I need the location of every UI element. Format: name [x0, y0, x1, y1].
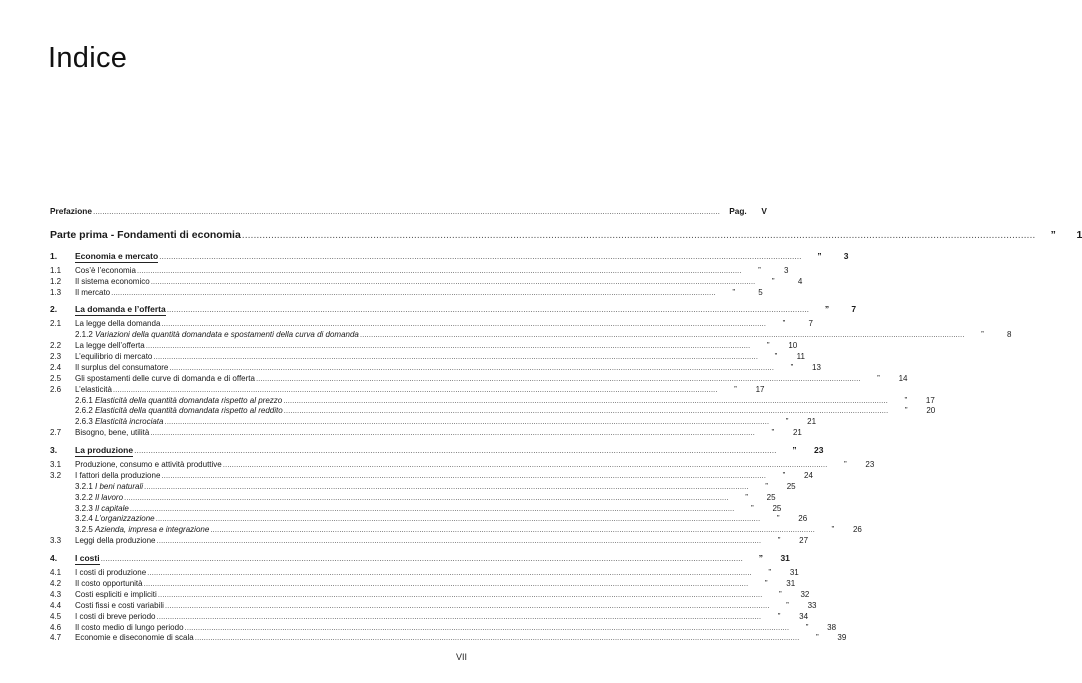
toc-entry-row [50, 460, 875, 471]
dot-leader [153, 352, 758, 363]
dot-leader [284, 406, 889, 417]
toc-entry-number: 4. [50, 553, 58, 564]
toc-entry-number: 2.5 [50, 373, 62, 383]
toc-page-marker: ” [904, 406, 908, 416]
toc-page-number: 34 [799, 611, 809, 621]
dot-leader [137, 266, 742, 277]
toc-page-marker: ” [777, 536, 781, 546]
toc-entry-number: 2.3 [50, 352, 62, 362]
toc-page-marker: ” [771, 428, 775, 438]
dot-leader [161, 319, 766, 330]
dot-leader [158, 590, 763, 601]
dot-leader [157, 612, 762, 623]
toc-page-marker: ” [732, 287, 736, 297]
toc-entry-row [50, 362, 821, 374]
toc-entry-row [50, 373, 908, 385]
toc-chapter-row [50, 445, 824, 456]
toc-entry-title: Bisogno, bene, utilità [75, 428, 150, 438]
toc-page-number: 14 [898, 373, 908, 383]
toc-page-marker: ” [776, 514, 780, 524]
toc-entry-number: 4.4 [50, 600, 62, 610]
toc-entry-title: La legge della domanda [75, 319, 161, 329]
toc-entry-title: Variazioni della quantità domandata e spostamenti della curva di domanda [95, 330, 359, 340]
dot-leader [360, 330, 965, 341]
toc-entry-number: 4.5 [50, 611, 62, 621]
toc-page-number: 26 [852, 525, 862, 535]
toc-entry-row [50, 428, 802, 439]
toc-entry-number: 2.4 [50, 362, 62, 372]
toc-page-marker: ” [786, 600, 789, 610]
toc-entry-number: 3.2.2 [75, 492, 93, 502]
toc-page-marker: ” [792, 445, 797, 456]
toc-entry-row [50, 600, 817, 612]
toc-entry-row [50, 633, 847, 644]
toc-page-marker: ” [758, 265, 761, 275]
toc-entry-row [50, 330, 1012, 341]
toc-entry-number: 1. [50, 250, 58, 261]
toc-entry-row [50, 341, 798, 352]
dot-leader [144, 579, 749, 590]
toc-page-number: 13 [812, 362, 821, 372]
toc-page-marker: ” [734, 384, 737, 394]
toc-entry-title: Il sistema economico [75, 276, 150, 286]
dot-leader [124, 493, 729, 504]
toc-entry-number: 3.2.3 [75, 503, 93, 513]
toc-entry-title: Costi fissi e costi variabili [75, 600, 164, 610]
toc-page-number: 3 [784, 265, 789, 275]
toc-entry-row [50, 406, 936, 417]
toc-entry-row [50, 514, 808, 525]
toc-entry-row [50, 481, 796, 493]
toc-page-marker: ” [782, 319, 786, 329]
toc-page-number: 23 [813, 445, 824, 456]
toc-entry-number: 4.1 [50, 568, 62, 578]
toc-entry-number: 3.2 [50, 470, 62, 480]
dot-leader [101, 553, 743, 564]
toc-entry-row [50, 578, 796, 590]
toc-page-number: 17 [755, 384, 765, 394]
dot-leader [185, 623, 790, 634]
dot-leader [242, 228, 1036, 242]
toc-chapter-row [50, 553, 790, 564]
toc-chapter-row [50, 304, 857, 315]
toc-entry-number: 3.2.1 [75, 481, 93, 491]
toc-page-marker: ” [817, 250, 822, 261]
dot-leader [146, 341, 751, 352]
toc-page-marker: ” [824, 304, 830, 315]
toc-entry-title: Elasticità della quantità domandata rispetto al reddito [95, 406, 283, 416]
dot-leader [156, 514, 761, 525]
toc-entry-row [50, 622, 837, 634]
table-of-contents [50, 206, 1082, 644]
toc-entry-number: 1.3 [50, 287, 62, 297]
toc-entry-title: Costi espliciti e impliciti [75, 589, 157, 599]
dot-leader [147, 568, 752, 579]
toc-entry-title: L’equilibrio di mercato [75, 352, 153, 362]
toc-entry-number: 3.1 [50, 460, 62, 470]
toc-entry-title: Il mercato [75, 287, 111, 297]
toc-entry-number: 2.2 [50, 341, 62, 351]
toc-page-marker: ” [785, 417, 789, 427]
toc-page-number: 32 [800, 589, 810, 599]
dot-leader [161, 471, 766, 482]
toc-entry-row [50, 568, 799, 579]
toc-entry-title: L’elasticità [75, 384, 112, 394]
toc-page-number: 31 [789, 568, 799, 578]
toc-entry-number: 3. [50, 445, 58, 456]
toc-entry-row [50, 611, 809, 623]
toc-page-number: 11 [796, 352, 805, 362]
toc-page-number: 27 [799, 536, 809, 546]
dot-leader [223, 460, 828, 471]
toc-entry-number: 4.2 [50, 578, 62, 588]
toc-entry-row [50, 352, 805, 363]
toc-preface-row [50, 206, 767, 217]
toc-entry-number: 3.2.5 [75, 525, 93, 535]
toc-page-marker: ” [805, 622, 809, 632]
toc-page-marker: Pag. [729, 206, 747, 216]
toc-entry-row [50, 319, 813, 330]
toc-entry-title: Economia e mercato [75, 250, 159, 261]
toc-page-number: 38 [827, 622, 837, 632]
dot-leader [144, 482, 749, 493]
toc-page-number: 25 [772, 503, 782, 513]
toc-page-marker: ” [782, 470, 786, 480]
dot-leader [195, 633, 800, 644]
toc-page-number: 7 [808, 319, 813, 329]
toc-entry-number: 3.3 [50, 536, 62, 546]
toc-entry-title: Gli spostamenti delle curve di domanda e di offerta [75, 373, 255, 383]
dot-leader [150, 428, 755, 439]
toc-entry-title: Parte prima - Fondamenti di economia [50, 228, 241, 241]
toc-entry-title: I costi di produzione [75, 568, 147, 578]
dot-leader [93, 206, 720, 217]
page-title: Indice [48, 42, 128, 74]
toc-entry-title: Azienda, impresa e integrazione [95, 525, 210, 535]
toc-entry-row [50, 276, 803, 288]
toc-page-number: 24 [804, 470, 813, 480]
toc-page-marker: ” [774, 352, 778, 362]
toc-page-marker: ” [745, 492, 748, 502]
toc-page-marker: ” [1050, 228, 1056, 241]
toc-entry-row [50, 287, 763, 299]
toc-entry-row [50, 589, 810, 601]
toc-page-number: 20 [926, 406, 936, 416]
toc-page-number: 33 [807, 600, 817, 610]
toc-entry-title: La legge dell’offerta [75, 341, 145, 351]
toc-chapter-row [50, 250, 849, 262]
toc-entry-row [50, 525, 862, 536]
toc-page-marker: ” [877, 373, 880, 383]
dot-leader [283, 396, 888, 407]
toc-entry-number: 4.7 [50, 633, 62, 643]
dot-leader [256, 374, 861, 385]
toc-entry-number: 1.1 [50, 265, 62, 275]
toc-page-marker: ” [765, 481, 768, 491]
toc-entry-number: 2.1.2 [75, 330, 93, 340]
toc-entry-number: 2.6.3 [75, 417, 93, 427]
toc-entry-number: 3.2.4 [75, 514, 93, 524]
toc-entry-title: Prefazione [50, 206, 92, 216]
toc-page-number: 10 [788, 341, 798, 351]
toc-page-number: 23 [865, 460, 875, 470]
toc-entry-row [50, 536, 809, 547]
toc-entry-title: Elasticità incrociata [95, 417, 164, 427]
toc-entry-row [50, 395, 935, 407]
toc-entry-title: I costi [75, 553, 100, 564]
dot-leader [157, 536, 762, 547]
toc-entry-number: 4.6 [50, 622, 62, 632]
toc-entry-title: I beni naturali [95, 481, 144, 491]
dot-leader [130, 504, 735, 515]
toc-entry-row [50, 470, 813, 482]
toc-entry-number: 2.6.2 [75, 406, 93, 416]
toc-page-marker: ” [790, 362, 794, 372]
toc-page-number: 25 [786, 481, 796, 491]
toc-page-number: 31 [786, 578, 796, 588]
toc-entry-title: Cos’è l’economia [75, 265, 136, 275]
toc-entry-title: Economie e diseconomie di scala [75, 633, 194, 643]
toc-page-marker: ” [768, 568, 772, 578]
toc-entry-title: Produzione, consumo e attività produttive [75, 460, 222, 470]
toc-page-number: 21 [807, 417, 817, 427]
toc-entry-title: Il costo opportunità [75, 578, 143, 588]
toc-entry-title: La domanda e l’offerta [75, 304, 166, 315]
dot-leader [167, 304, 809, 315]
dot-leader [111, 288, 716, 299]
dot-leader [164, 417, 769, 428]
dot-leader [159, 251, 801, 262]
toc-page-number: V [761, 206, 767, 216]
dot-leader [151, 277, 756, 288]
toc-entry-title: Il costo medio di lungo periodo [75, 622, 184, 632]
toc-entry-row [50, 265, 789, 277]
toc-page-marker: ” [843, 460, 847, 470]
toc-page-number: 1 [1076, 228, 1082, 241]
toc-page-number: 8 [1006, 330, 1012, 340]
page-number: VII [455, 652, 467, 662]
toc-page-marker: ” [751, 503, 754, 513]
toc-entry-row [50, 492, 776, 504]
toc-entry-title: L’organizzazione [95, 514, 155, 524]
toc-page-number: 39 [837, 633, 847, 643]
toc-entry-row [50, 384, 765, 396]
toc-page-marker: ” [771, 276, 775, 286]
toc-page-number: 31 [780, 553, 790, 564]
toc-entry-title: La produzione [75, 445, 134, 456]
toc-page-number: 7 [851, 304, 857, 315]
toc-page-number: 21 [792, 428, 802, 438]
toc-entry-number: 2. [50, 304, 58, 315]
dot-leader [113, 385, 718, 396]
dot-leader [134, 445, 776, 456]
toc-page-marker: ” [981, 330, 984, 340]
toc-entry-row [50, 503, 782, 515]
dot-leader [169, 363, 774, 374]
toc-page-marker: ” [764, 578, 768, 588]
toc-page-marker: ” [766, 341, 770, 351]
toc-entry-number: 2.7 [50, 428, 62, 438]
toc-entry-title: Leggi della produzione [75, 536, 156, 546]
toc-page-number: 4 [797, 276, 803, 286]
toc-page-number: 25 [766, 492, 776, 502]
toc-page-marker: ” [758, 553, 764, 564]
toc-entry-number: 2.1 [50, 319, 62, 329]
toc-page-number: 5 [758, 287, 763, 297]
toc-entry-title: Il capitale [95, 503, 129, 513]
toc-page-marker: ” [815, 633, 819, 643]
dot-leader [210, 525, 815, 536]
dot-leader [165, 601, 770, 612]
toc-entry-title: I fattori della produzione [75, 470, 161, 480]
toc-page-number: 17 [925, 395, 935, 405]
toc-page-number: 3 [843, 250, 849, 261]
toc-page-marker: ” [831, 525, 835, 535]
toc-page-marker: ” [779, 589, 782, 599]
toc-page-marker: ” [904, 395, 908, 405]
toc-entry-title: Il lavoro [95, 492, 124, 502]
toc-entry-title: Il surplus del consumatore [75, 362, 169, 372]
toc-page-marker: ” [777, 611, 781, 621]
toc-entry-number: 1.2 [50, 276, 62, 286]
toc-entry-number: 2.6.1 [75, 395, 93, 405]
toc-entry-title: Elasticità della quantità domandata rispetto al prezzo [95, 395, 283, 405]
toc-page-number: 26 [798, 514, 808, 524]
toc-entry-number: 4.3 [50, 589, 62, 599]
toc-part-row [50, 228, 1082, 242]
toc-entry-row [50, 417, 817, 428]
toc-entry-number: 2.6 [50, 384, 62, 394]
toc-entry-title: I costi di breve periodo [75, 611, 156, 621]
